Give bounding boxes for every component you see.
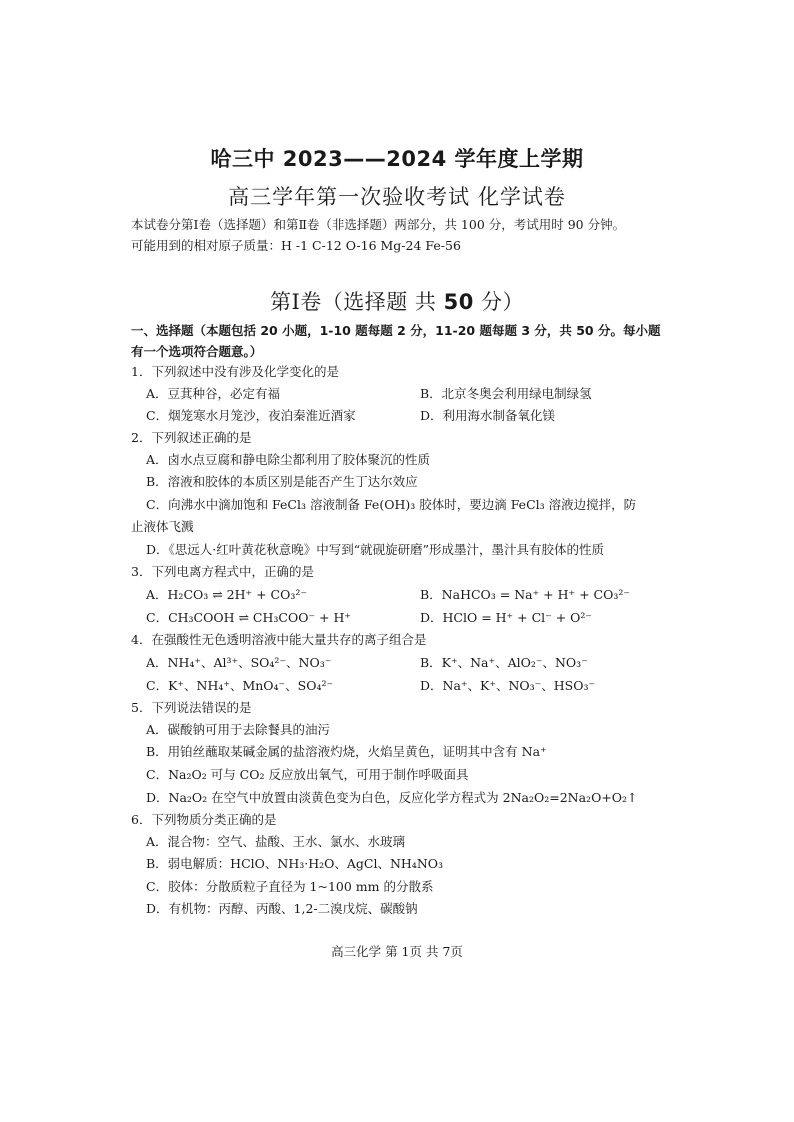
- q5-option-a: A．碳酸钠可用于去除餐具的油污: [146, 722, 331, 737]
- q1-option-d: D．利用海水制备氧化镁: [420, 408, 556, 423]
- q6-option-d: D．有机物：丙醇、丙酸、1,2-二溴戊烷、碳酸钠: [146, 901, 418, 916]
- q3-option-c: C．CH₃COOH ⇌ CH₃COO⁻ + H⁺: [146, 610, 351, 625]
- q2-stem: 2．下列叙述正确的是: [131, 430, 252, 445]
- q3-option-d: D．HClO = H⁺ + Cl⁻ + O²⁻: [420, 610, 593, 625]
- q2-option-d: D．《思远人·红叶黄花秋意晚》中写到“就砚旋研磨”形成墨汁，墨汁具有胶体的性质: [146, 542, 605, 557]
- intro-line-1: 本试卷分第Ⅰ卷（选择题）和第Ⅱ卷（非选择题）两部分，共 100 分，考试用时 90 分钟。: [131, 217, 626, 232]
- q1-stem: 1．下列叙述中没有涉及化学变化的是: [131, 364, 339, 379]
- q4-option-d: D．Na⁺、K⁺、NO₃⁻、HSO₃⁻: [420, 678, 596, 693]
- page-footer: 高三化学 第 1页 共 7页: [331, 944, 463, 959]
- instructions-line-2: 有一个选项符合题意。）: [131, 344, 263, 359]
- q4-stem: 4．在强酸性无色透明溶液中能大量共存的离子组合是: [131, 632, 427, 647]
- section-prefix: 第Ⅰ卷（选择题 共: [269, 290, 444, 314]
- q6-option-b: B．弱电解质：HClO、NH₃·H₂O、AgCl、NH₄NO₃: [146, 856, 444, 871]
- q1-option-b: B．北京冬奥会利用绿电制绿氢: [420, 386, 592, 401]
- q3-stem: 3．下列电离方程式中，正确的是: [131, 564, 314, 579]
- q6-option-a: A．混合物：空气、盐酸、王水、氯水、水玻璃: [146, 834, 406, 849]
- q2-option-c-line-2: 止液体飞溅: [131, 519, 194, 534]
- q5-option-b: B．用铂丝蘸取某碱金属的盐溶液灼烧，火焰呈黄色，证明其中含有 Na⁺: [146, 744, 547, 759]
- q5-option-d: D．Na₂O₂ 在空气中放置由淡黄色变为白色，反应化学方程式为 2Na₂O₂=2Na₂O+O₂↑: [146, 790, 638, 805]
- q4-option-b: B．K⁺、Na⁺、AlO₂⁻、NO₃⁻: [420, 655, 588, 670]
- section-score: 50: [443, 290, 474, 314]
- q2-option-a: A．卤水点豆腐和静电除尘都利用了胶体聚沉的性质: [146, 452, 431, 467]
- q4-option-a: A．NH₄⁺、Al³⁺、SO₄²⁻、NO₃⁻: [146, 655, 332, 670]
- q1-option-c: C．烟笼寒水月笼沙，夜泊秦淮近酒家: [146, 408, 356, 423]
- q1-option-a: A．豆萁种谷，必定有福: [146, 386, 281, 401]
- q5-option-c: C．Na₂O₂ 可与 CO₂ 反应放出氧气，可用于制作呼吸面具: [146, 767, 469, 782]
- instructions-line-1: 一、选择题（本题包括 20 小题，1-10 题每题 2 分，11-20 题每题 3 分，共 50 分。每小题: [131, 323, 661, 338]
- section-suffix: 分）: [473, 290, 525, 314]
- exam-subtitle: 高三学年第一次验收考试 化学试卷: [228, 185, 566, 209]
- q5-stem: 5．下列说法错误的是: [131, 700, 252, 715]
- q3-option-a: A．H₂CO₃ ⇌ 2H⁺ + CO₃²⁻: [146, 587, 307, 602]
- intro-line-2: 可能用到的相对原子质量：H -1 C-12 O-16 Mg-24 Fe-56: [131, 238, 461, 253]
- exam-title: 哈三中 2023——2024 学年度上学期: [210, 147, 584, 171]
- q6-option-c: C．胶体：分散质粒子直径为 1~100 mm 的分散系: [146, 879, 434, 894]
- q6-stem: 6．下列物质分类正确的是: [131, 812, 277, 827]
- q2-option-b: B．溶液和胶体的本质区别是能否产生丁达尔效应: [146, 474, 418, 489]
- q3-option-b: B．NaHCO₃ = Na⁺ + H⁺ + CO₃²⁻: [420, 587, 630, 602]
- q4-option-c: C．K⁺、NH₄⁺、MnO₄⁻、SO₄²⁻: [146, 678, 334, 693]
- section-heading: [0, 286, 794, 316]
- q2-option-c-line-1: C．向沸水中滴加饱和 FeCl₃ 溶液制备 Fe(OH)₃ 胶体时，要边滴 FeCl₃ 溶液边搅拌，防: [146, 497, 637, 512]
